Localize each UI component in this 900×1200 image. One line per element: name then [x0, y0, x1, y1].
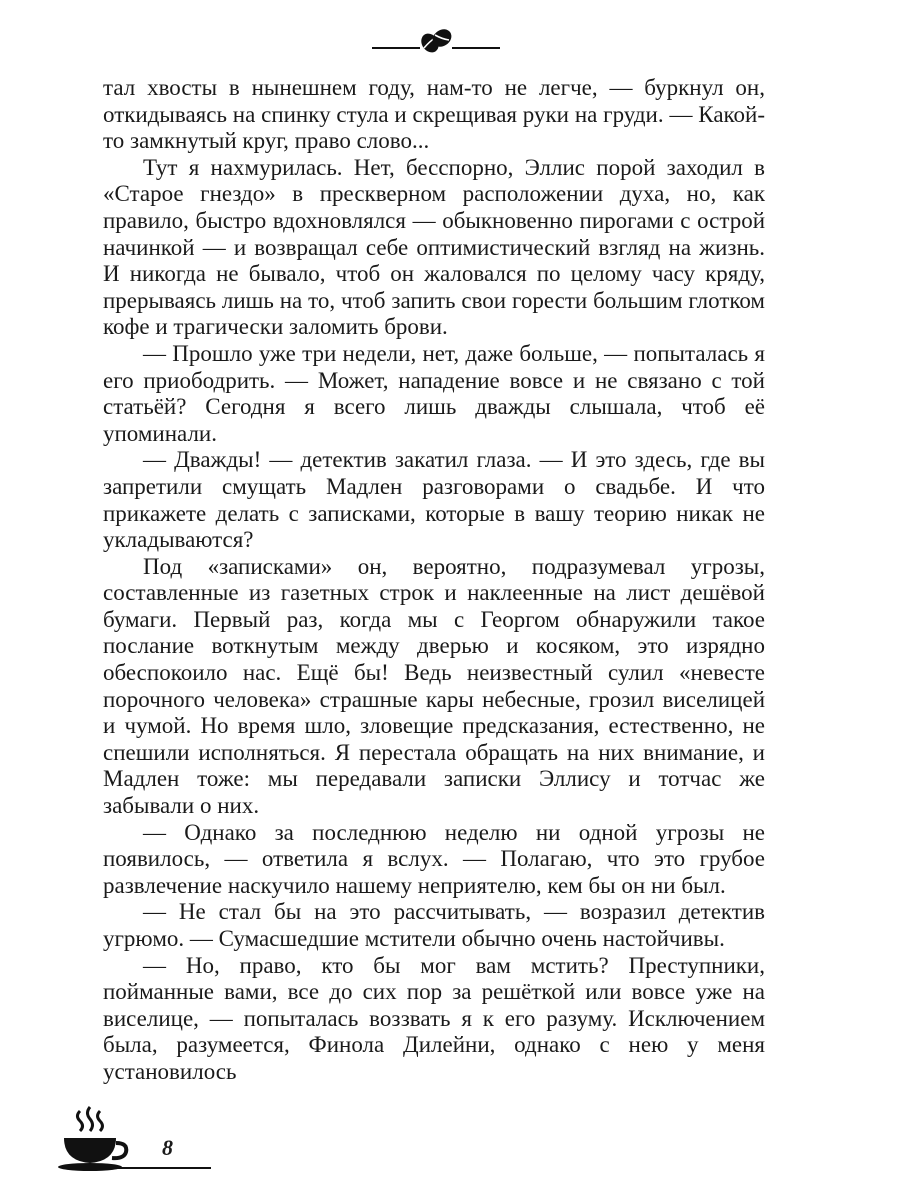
page-footer — [40, 1105, 180, 1185]
page-number: 8 — [162, 1135, 173, 1160]
paragraph: — Но, право, кто бы мог вам мстить? Преступники, пойманные вами, все до сих пор за решёткой или вовсе уже на виселице, — попыталась воззвать я к его разуму. Исключением была, разумеется, Финола Дилейни, однако с нею у меня установилось — [103, 952, 765, 1084]
coffee-cup-icon — [50, 1105, 145, 1175]
header-rule-left — [372, 47, 420, 49]
paragraph: — Не стал бы на это рассчитывать, — возразил детектив угрюмо. — Сумасшедшие мстители обычно очень настойчивы. — [103, 899, 765, 951]
body-text — [103, 75, 765, 1086]
paragraph: тал хвосты в нынешнем году, нам-то не легче, — буркнул он, откидываясь на спинку стула и скрещивая руки на груди. — Какой-то замкнутый круг, право слово... — [103, 75, 765, 154]
paragraph: — Дважды! — детектив закатил глаза. — И это здесь, где вы запретили смущать Мадлен разговорами о свадьбе. И что прикажете делать с записками, которые в вашу теорию никак не укладываются? — [103, 447, 765, 553]
paragraph: Тут я нахмурилась. Нет, бесспорно, Эллис порой заходил в «Старое гнездо» в прескверном расположении духа, но, как правило, быстро вдохновлялся — обыкновенно пирогами с острой начинкой — и возвращал себе оптимистический взгляд на жизнь. И никогда не бывало, чтоб он жаловался по целому часу кряду, прерываясь лишь на то, чтоб запить свои горести большим глотком кофе и трагически заломить брови. — [103, 154, 765, 340]
footer-rule — [96, 1167, 211, 1169]
header-rule-right — [452, 47, 500, 49]
coffee-bean-icon — [418, 26, 454, 56]
paragraph: — Однако за последнюю неделю ни одной угрозы не появилось, — ответила я вслух. — Полагаю, что это грубое развлечение наскучило нашему неприятелю, кем бы он ни был. — [103, 819, 765, 898]
page-header — [0, 22, 900, 62]
paragraph: Под «записками» он, вероятно, подразумевал угрозы, составленные из газетных строк и наклеенные на лист дешёвой бумаги. Первый раз, когда мы с Георгом обнаружили такое послание воткнутым между дверью и косяком, это изрядно обеспокоило нас. Ещё бы! Ведь неизвестный сулил «невесте порочного человека» страшные кары небесные, грозил виселицей и чумой. Но время шло, зловещие предсказания, естественно, не спешили исполняться. Я перестала обращать на них внимание, и Мадлен тоже: мы передавали записки Эллису и тотчас же забывали о них. — [103, 553, 765, 819]
paragraph: — Прошло уже три недели, нет, даже больше, — попыталась я его приободрить. — Может, нападение вовсе и не связано с той статьёй? Сегодня я всего лишь дважды слышала, чтоб её упоминали. — [103, 340, 765, 446]
